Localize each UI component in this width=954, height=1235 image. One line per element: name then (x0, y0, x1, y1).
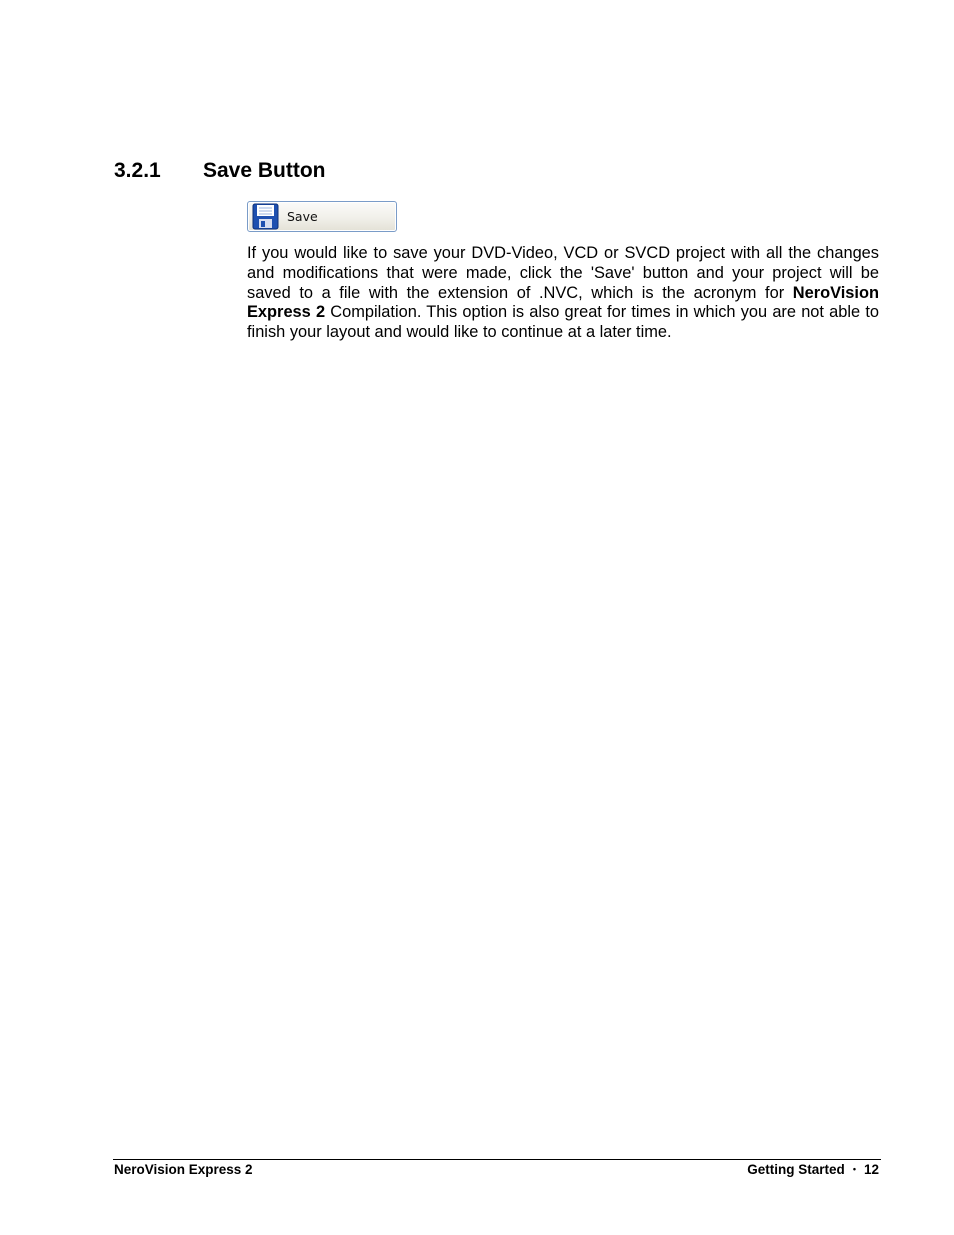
section-number: 3.2.1 (114, 159, 161, 182)
save-button[interactable] (247, 201, 397, 232)
footer-bullet: • (852, 1164, 856, 1174)
section-title: Save Button (203, 159, 326, 182)
footer-page-info (747, 1162, 879, 1177)
product-name-bold: NeroVision Express 2 (247, 283, 879, 322)
footer-divider (113, 1159, 881, 1160)
save-button-label: Save (287, 209, 318, 224)
body-paragraph (247, 244, 879, 343)
section-heading (114, 157, 326, 185)
paragraph-text-1: If you would like to save your DVD-Video, VCD or SVCD project with all the changes and modifications that were made, click the 'Save' button and your project will be saved to a file with the extension of .NVC, which is the acronym for (247, 244, 879, 302)
footer-page-number: 12 (863, 1162, 879, 1177)
footer-chapter: Getting Started (747, 1162, 845, 1177)
paragraph-text-2: Compilation. This option is also great for times in which you are not able to finish your layout and would like to continue at a later time. (247, 303, 879, 342)
floppy-disk-icon (252, 203, 279, 230)
footer-product-name: NeroVision Express 2 (114, 1162, 253, 1177)
